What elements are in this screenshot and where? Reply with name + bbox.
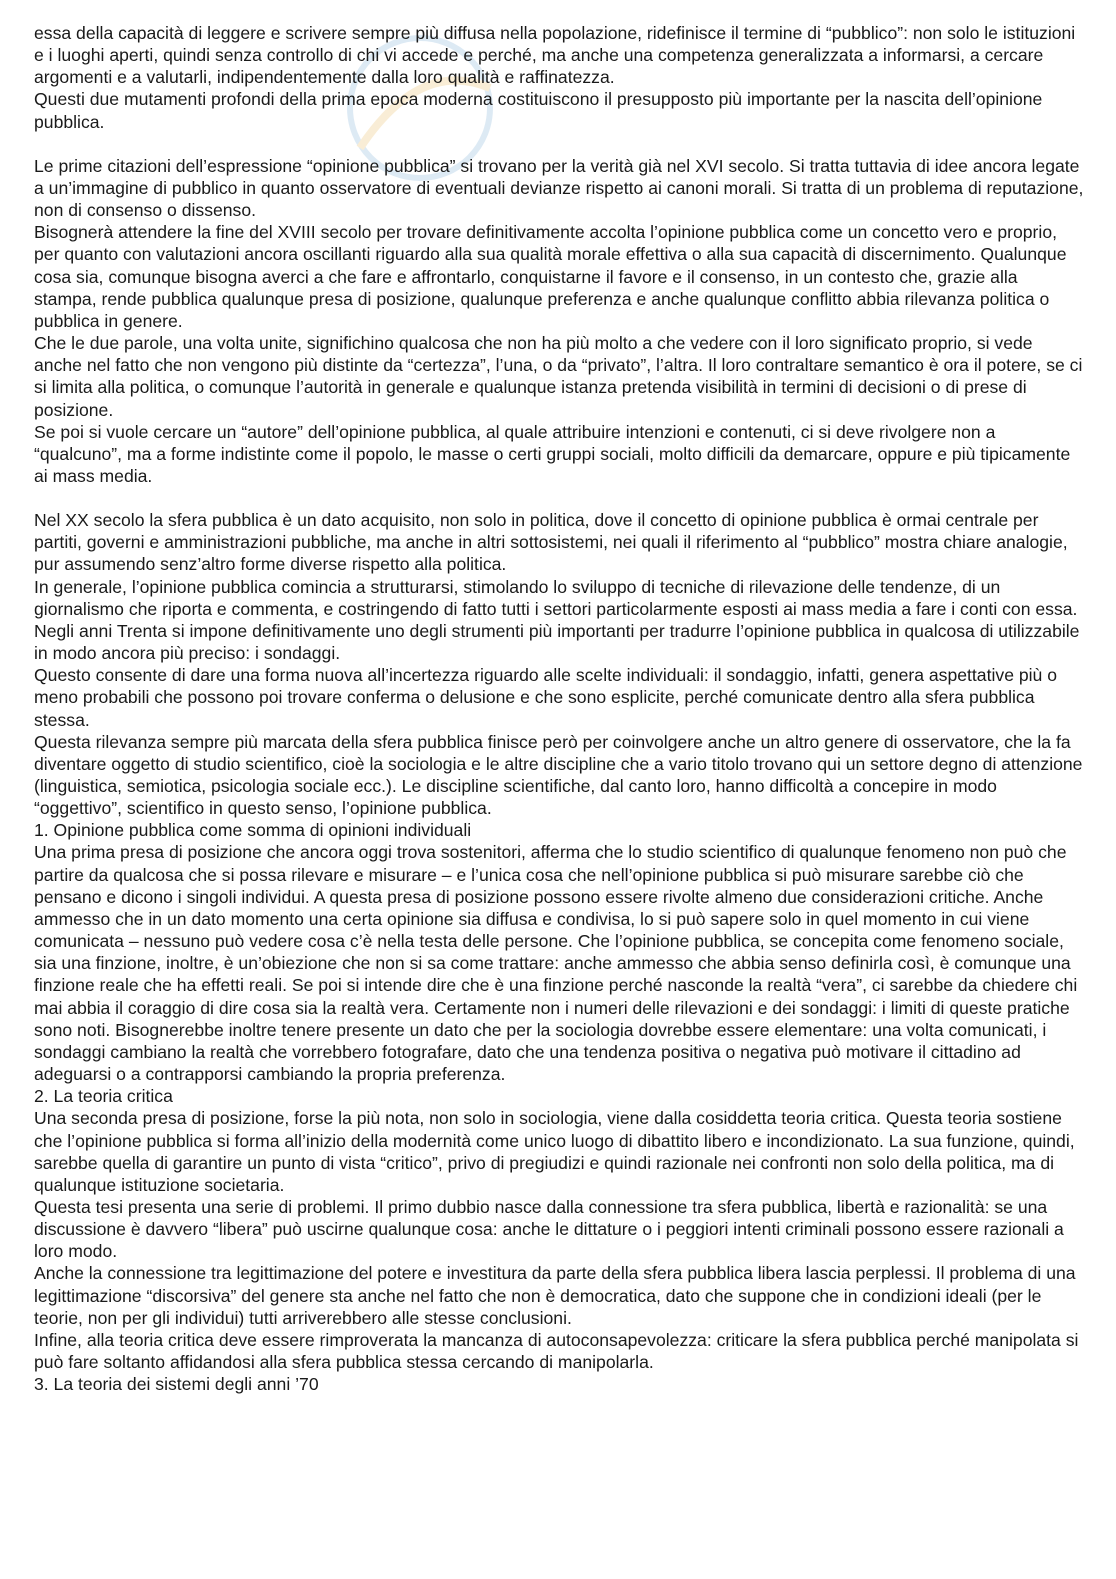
paragraph-gap [34, 133, 1084, 155]
section-heading: 1. Opinione pubblica come somma di opinioni individuali [34, 820, 472, 841]
paragraph: Questi due mutamenti profondi della prima epoca moderna costituiscono il presupposto più importante per la nascita dell’opinione pubblica. [34, 89, 1043, 132]
paragraph: Questa rilevanza sempre più marcata della sfera pubblica finisce però per coinvolgere anche un altro genere di osservatore, che la fa diventare oggetto di studio scientifico, cioè la sociologia e le altre discipline che a vario titolo trovano qui un settore degno di attenzione (linguistica, semiotica, psicologia sociale ecc.). Le discipline scientifiche, dal canto loro, hanno difficoltà a concepire in modo “oggettivo”, scientifico in questo senso, l’opinione pubblica. [34, 731, 1083, 819]
paragraph: Che le due parole, una volta unite, significhino qualcosa che non ha più molto a che vedere con il loro significato proprio, si vede anche nel fatto che non vengono più distinte da “certezza”, l’una, o da “privato”, l’altra. Il loro contraltare semantico è ora il potere, se ci si limita alla politica, o comunque l’autorità in generale e qualunque istanza pretenda visibilità in termini di decisioni o di prese di posizione. [34, 333, 1083, 420]
paragraph: Anche la connessione tra legittimazione del potere e investitura da parte della sfera pubblica libera lascia perplessi. Il problema di una legittimazione “discorsiva” del genere sta anche nel fatto che non è democratica, dato che suppone che in condizioni ideali (per le teorie, non per gli individui) tutti arriverebbero alle stesse conclusioni. [34, 1263, 1076, 1328]
paragraph-gap [34, 487, 1084, 509]
paragraph: Questa tesi presenta una serie di problemi. Il primo dubbio nasce dalla connessione tra sfera pubblica, libertà e razionalità: se una discussione è davvero “libera” può uscirne qualunque cosa: anche le dittature o i peggiori intenti criminali possono essere razionali a loro modo. [34, 1196, 1064, 1262]
paragraph: In generale, l’opinione pubblica comincia a strutturarsi, stimolando lo sviluppo di tecniche di rilevazione delle tendenze, di un giornalismo che riporta e commenta, e costringendo di fatto tutti i settori particolarmente esposti ai mass media a fare i conti con essa. Negli anni Trenta si impone definitivamente uno degli strumenti più importanti per tradurre l’opinione pubblica in qualcosa di utilizzabile in modo ancora più preciso: i sondaggi. [34, 576, 1080, 664]
paragraph: Bisognerà attendere la fine del XVIII secolo per trovare definitivamente accolta l’opinione pubblica come un concetto vero e proprio, per quanto con valutazioni ancora oscillanti riguardo alla sua qualità morale effettiva o alla sua capacità di discernimento. Qualunque cosa sia, comunque bisogna averci a che fare e affrontarlo, conquistarne il favore e il consenso, in un contesto che, grazie alla stampa, rende pubblica qualunque presa di posizione, qualunque preferenza e anche qualunque conflitto abbia rilevanza politica o pubblica in genere. [34, 222, 1067, 331]
section-heading: 2. La teoria critica [34, 1086, 173, 1107]
paragraph: Le prime citazioni dell’espressione “opinione pubblica” si trovano per la verità già nel XVI secolo. Si tratta tuttavia di idee ancora legate a un’immagine di pubblico in quanto osservatore di eventuali devianze rispetto ai canoni morali. Si tratta di un problema di reputazione, non di consenso o dissenso. [34, 155, 1084, 221]
paragraph: Questo consente di dare una forma nuova all’incertezza riguardo alle scelte individuali: il sondaggio, infatti, genera aspettative più o meno probabili che possono poi trovare conferma o delusione e che sono esplicite, perché comunicate dentro alla sfera pubblica stessa. [34, 665, 1058, 730]
section-heading: 3. La teoria dei sistemi degli anni ’70 [34, 1374, 319, 1395]
paragraph: Una seconda presa di posizione, forse la più nota, non solo in sociologia, viene dalla cosiddetta teoria critica. Questa teoria sostiene che l’opinione pubblica si forma all’inizio della modernità come unico luogo di dibattito libero e incondizionato. La sua funzione, quindi, sarebbe quella di garantire un punto di vista “critico”, privo di pregiudizi e quindi razionale nei confronti non solo della politica, ma di qualunque istituzione societaria. [34, 1108, 1075, 1195]
paragraph: Una prima presa di posizione che ancora oggi trova sostenitori, afferma che lo studio scientifico di qualunque fenomeno non può che partire da qualcosa che si possa rilevare e misurare – e l’unica cosa che nell’opinione pubblica si può misurare sarebbe ciò che pensano e dicono i singoli individui. A questa presa di posizione possono essere rivolte almeno due considerazioni critiche. Anche ammesso che in un dato momento una certa opinione sia diffusa e condivisa, lo si può sapere solo in quel momento in cui viene comunicata – nessuno può vedere cosa c’è nella testa delle persone. Che l’opinione pubblica, se concepita come fenomeno sociale, sia una finzione, inoltre, è un’obiezione che non si sa come trattare: anche ammesso che abbia senso definirla così, è comunque una finzione reale che ha effetti reali. Se poi si intende dire che è una finzione perché nasconde la realtà “vera”, ci sarebbe da chiedere chi mai abbia il coraggio di dire cosa sia la realtà vera. Certamente non i numeri delle rilevazioni e dei sondaggi: i limiti di queste pratiche sono noti. Bisognerebbe inoltre tenere presente un dato che per la sociologia dovrebbe essere elementare: una volta comunicati, i sondaggi cambiano la realtà che vorrebbero fotografare, dato che una tendenza positiva o negativa può motivare il cittadino ad adeguarsi o a contrapporsi cambiando la propria preferenza. [34, 842, 1078, 1085]
paragraph: Se poi si vuole cercare un “autore” dell’opinione pubblica, al quale attribuire intenzioni e contenuti, ci si deve rivolgere non a “qualcuno”, ma a forme indistinte come il popolo, le masse o certi gruppi sociali, molto difficili da demarcare, oppure e più tipicamente ai mass media. [34, 421, 1071, 486]
paragraph: Nel XX secolo la sfera pubblica è un dato acquisito, non solo in politica, dove il concetto di opinione pubblica è ormai centrale per partiti, governi e amministrazioni pubbliche, ma anche in altri sottosistemi, nei quali il riferimento al “pubblico” mostra chiare analogie, pur assumendo senz’altro forme diverse rispetto alla politica. [34, 510, 1068, 575]
document-page [34, 22, 1084, 1395]
paragraph: Infine, alla teoria critica deve essere rimproverata la mancanza di autoconsapevolezza: criticare la sfera pubblica perché manipolata si può fare soltanto affidandosi alla sfera pubblica stessa cercando di manipolarla. [34, 1329, 1079, 1373]
paragraph: essa della capacità di leggere e scrivere sempre più diffusa nella popolazione, ridefinisce il termine di “pubblico”: non solo le istituzioni e i luoghi aperti, quindi senza controllo di chi vi accede e perché, ma anche una competenza generalizzata a informarsi, a cercare argomenti e a valutarli, indipendentemente dalla loro qualità e raffinatezza. [34, 23, 1076, 88]
